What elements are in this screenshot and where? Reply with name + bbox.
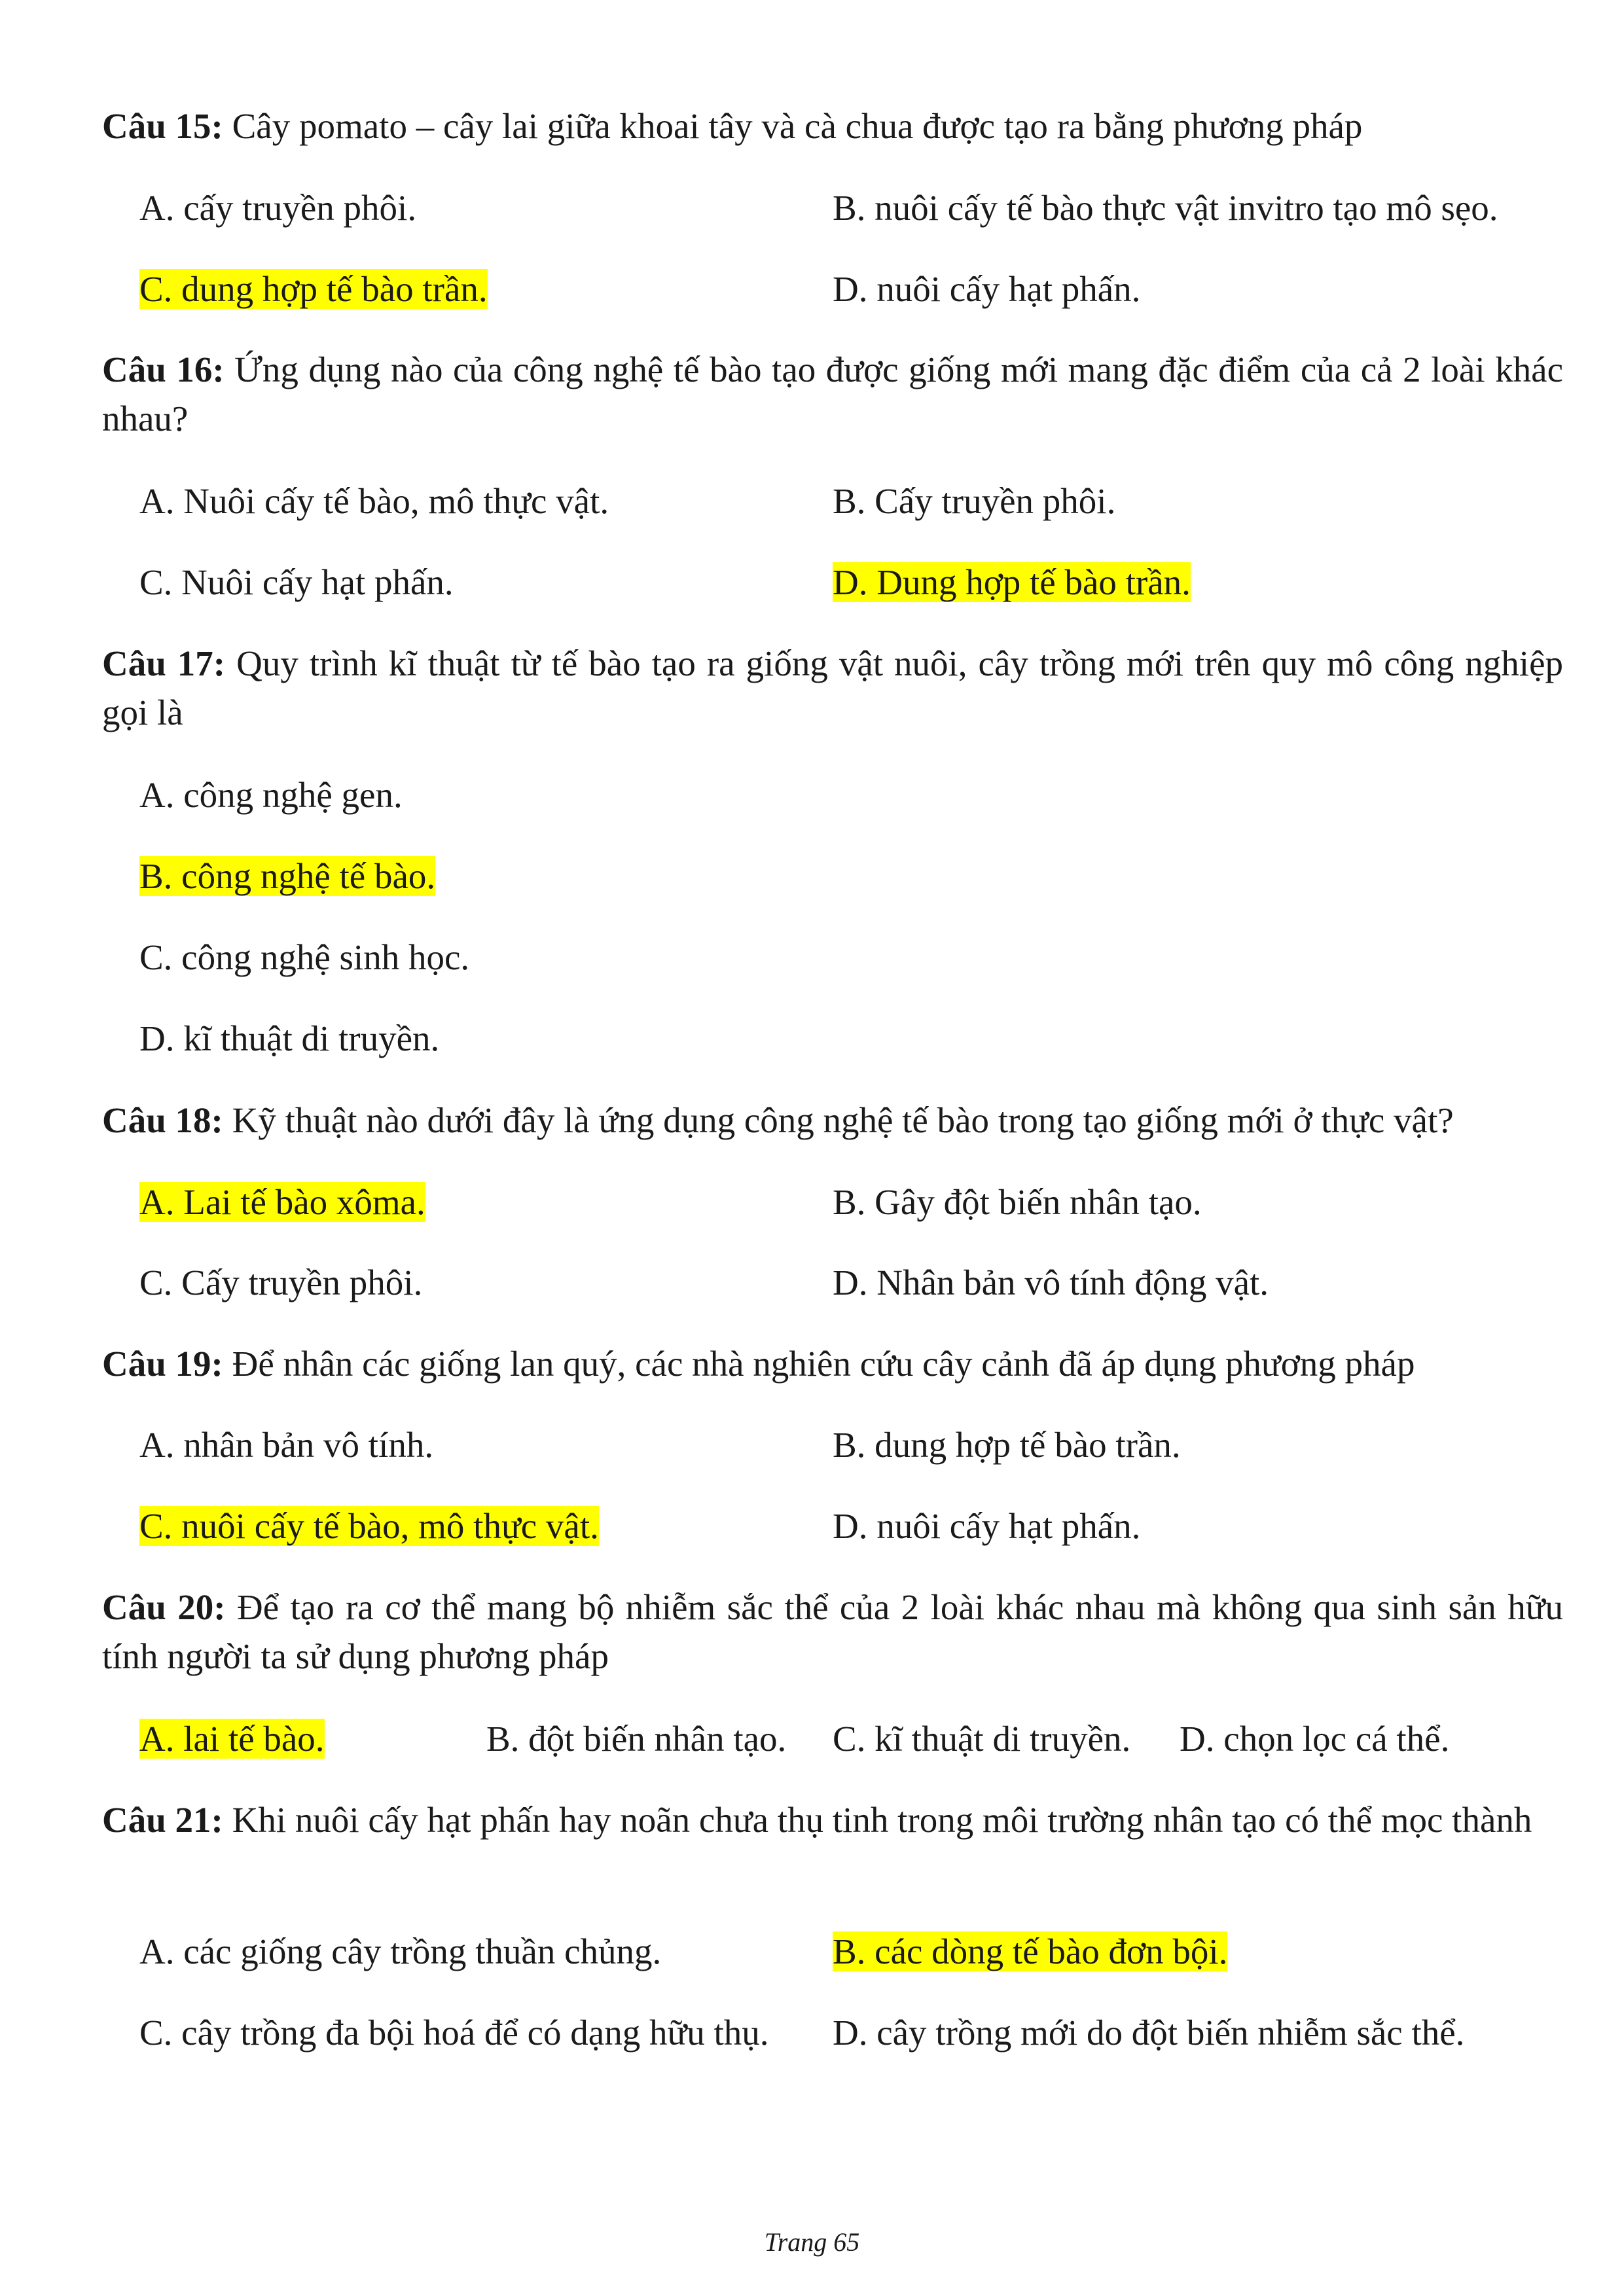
option-b — [833, 1177, 1202, 1227]
option-text: A. nhân bản vô tính. — [139, 1425, 434, 1465]
option-text: D. Nhân bản vô tính động vật. — [833, 1263, 1269, 1302]
option-text: C. Cấy truyền phôi. — [139, 1263, 423, 1302]
option-text: B. dung hợp tế bào trần. — [833, 1425, 1181, 1465]
option-text-highlighted: B. công nghệ tế bào. — [139, 856, 436, 896]
question-20 — [102, 1583, 1563, 1681]
option-text: A. cấy truyền phôi. — [139, 188, 417, 228]
option-d — [1180, 1714, 1449, 1763]
option-text: D. cây trồng mới do đột biến nhiễm sắc thể. — [833, 2013, 1465, 2053]
option-a — [139, 476, 609, 526]
option-c — [139, 1501, 599, 1551]
option-b — [833, 476, 1115, 526]
option-b — [833, 183, 1498, 232]
option-text: B. đột biến nhân tạo. — [486, 1719, 787, 1759]
option-text-highlighted: C. dung hợp tế bào trần. — [139, 269, 488, 309]
option-text: A. công nghệ gen. — [139, 775, 403, 815]
option-a — [139, 770, 403, 819]
option-text: A. Nuôi cấy tế bào, mô thực vật. — [139, 481, 609, 521]
option-text: C. cây trồng đa bội hoá để có dạng hữu thụ. — [139, 2013, 769, 2053]
question-label: Câu 18: — [102, 1100, 223, 1140]
option-b — [139, 852, 435, 901]
option-text-highlighted: B. các dòng tế bào đơn bội. — [833, 1931, 1228, 1971]
option-a — [139, 1927, 661, 1976]
option-a — [139, 1420, 433, 1469]
option-c — [139, 933, 469, 982]
question-text: Cây pomato – cây lai giữa khoai tây và cà chua được tạo ra bằng phương pháp — [232, 106, 1363, 146]
question-text: Quy trình kĩ thuật từ tế bào tạo ra giống vật nuôi, cây trồng mới trên quy mô công nghiệp gọi là — [102, 643, 1563, 732]
question-label: Câu 16: — [102, 350, 225, 389]
option-a — [139, 1714, 325, 1763]
option-d — [139, 1014, 439, 1063]
option-b — [486, 1714, 786, 1763]
option-text: C. Nuôi cấy hạt phấn. — [139, 562, 454, 602]
option-c — [139, 558, 454, 607]
option-text: D. kĩ thuật di truyền. — [139, 1018, 440, 1058]
question-text: Ứng dụng nào của công nghệ tế bào tạo được giống mới mang đặc điểm của cả 2 loài khác nhau? — [102, 350, 1564, 439]
option-d — [833, 1501, 1140, 1551]
question-label: Câu 19: — [102, 1344, 223, 1384]
option-c — [833, 1714, 1130, 1763]
question-16 — [102, 345, 1563, 443]
option-d — [833, 2008, 1464, 2057]
option-text-highlighted: A. lai tế bào. — [139, 1719, 325, 1759]
option-c — [139, 264, 488, 314]
question-15 — [102, 101, 1563, 151]
question-text: Khi nuôi cấy hạt phấn hay noãn chưa thụ tinh trong môi trường nhân tạo có thể mọc thành — [232, 1800, 1532, 1840]
option-c — [139, 2008, 769, 2057]
option-text: A. các giống cây trồng thuần chủng. — [139, 1931, 662, 1971]
question-17 — [102, 639, 1563, 737]
option-text-highlighted: D. Dung hợp tế bào trần. — [833, 562, 1191, 602]
page-number-footer: Trang 65 — [764, 2227, 860, 2257]
option-d — [833, 1258, 1269, 1307]
option-text: B. nuôi cấy tế bào thực vật invitro tạo mô sẹo. — [833, 188, 1498, 228]
question-21 — [102, 1795, 1563, 1844]
option-b — [833, 1927, 1227, 1976]
option-text: C. công nghệ sinh học. — [139, 937, 470, 977]
option-a — [139, 1177, 425, 1227]
option-b — [833, 1420, 1181, 1469]
question-19 — [102, 1339, 1563, 1388]
question-text: Để tạo ra cơ thể mang bộ nhiễm sắc thể của 2 loài khác nhau mà không qua sinh sản hữu tính người ta sử dụng phương pháp — [102, 1587, 1564, 1676]
option-text: D. nuôi cấy hạt phấn. — [833, 1506, 1141, 1546]
question-text: Để nhân các giống lan quý, các nhà nghiên cứu cây cảnh đã áp dụng phương pháp — [232, 1344, 1415, 1384]
question-label: Câu 17: — [102, 643, 226, 683]
question-label: Câu 15: — [102, 106, 223, 146]
question-text: Kỹ thuật nào dưới đây là ứng dụng công nghệ tế bào trong tạo giống mới ở thực vật? — [232, 1100, 1454, 1140]
option-text-highlighted: C. nuôi cấy tế bào, mô thực vật. — [139, 1506, 599, 1546]
option-text: C. kĩ thuật di truyền. — [833, 1719, 1131, 1759]
option-d — [833, 264, 1140, 314]
question-label: Câu 20: — [102, 1587, 226, 1627]
question-label: Câu 21: — [102, 1800, 223, 1840]
option-text: B. Gây đột biến nhân tạo. — [833, 1182, 1202, 1222]
question-18 — [102, 1096, 1563, 1145]
option-c — [139, 1258, 422, 1307]
option-text: B. Cấy truyền phôi. — [833, 481, 1116, 521]
option-text-highlighted: A. Lai tế bào xôma. — [139, 1182, 425, 1222]
option-text: D. nuôi cấy hạt phấn. — [833, 269, 1141, 309]
option-text: D. chọn lọc cá thể. — [1180, 1719, 1450, 1759]
option-d — [833, 558, 1191, 607]
option-a — [139, 183, 416, 232]
